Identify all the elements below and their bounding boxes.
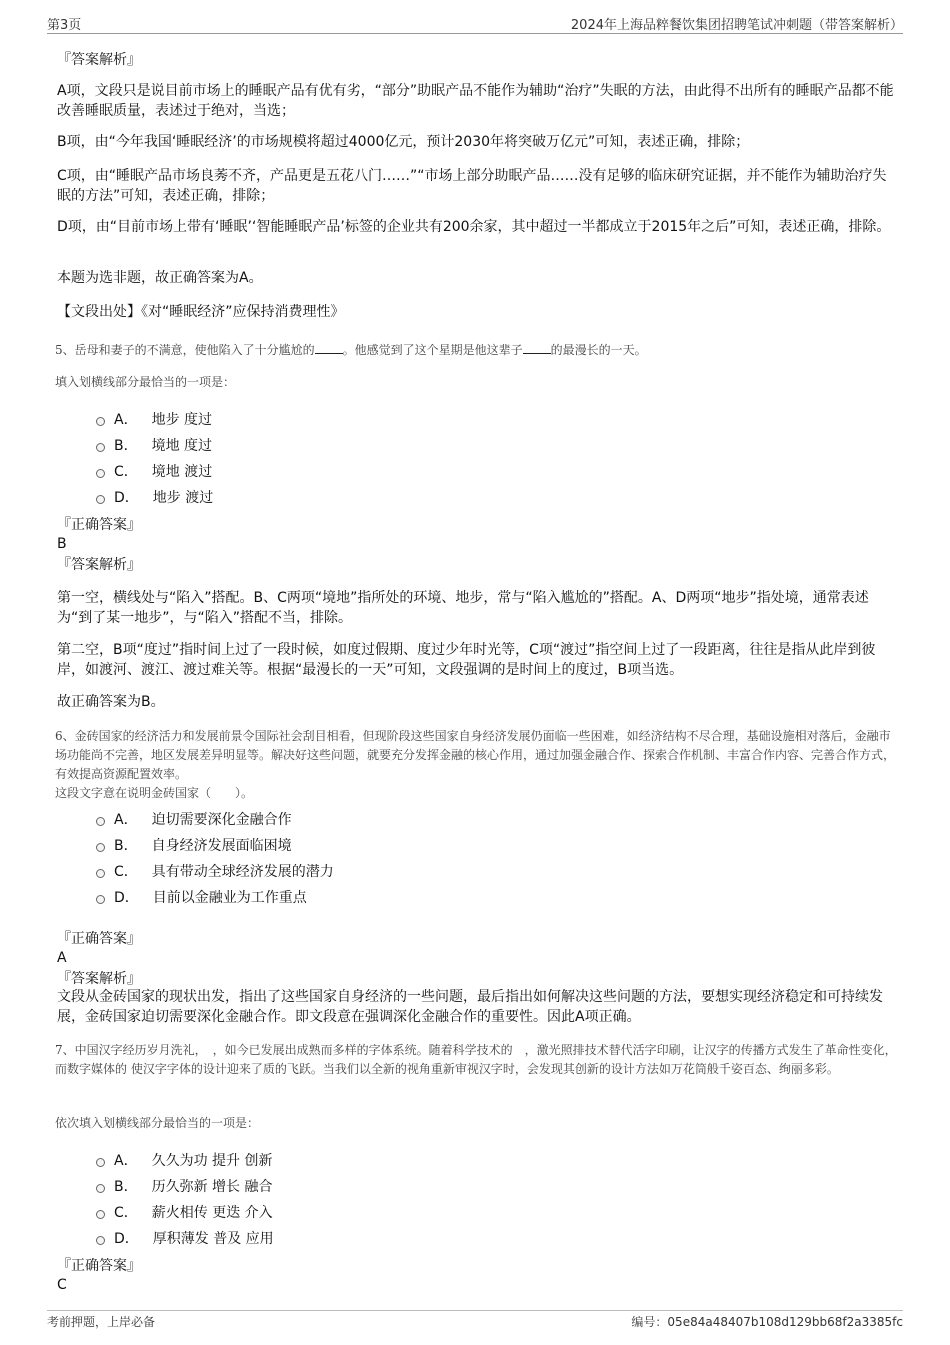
header-divider xyxy=(47,33,903,34)
question-5-stem xyxy=(55,341,900,360)
q6-option-b[interactable]: B． 自身经济发展面临困境 xyxy=(96,834,292,856)
question-6-stem: 6、金砖国家的经济活力和发展前景令国际社会刮目相看，但现阶段这些国家自身经济发展仍面临一些困难，如经济结构不尽合理，基础设施相对落后，金融市场功能尚不完善，地区发展差异明显等。解决好这些问题，就要充分发挥金融的核心作用，通过加强金融合作、探索合作机制、丰富合作内容、完善合作方式，有效提高资源配置效率。 xyxy=(55,729,896,781)
radio-icon[interactable] xyxy=(96,817,105,826)
radio-icon[interactable] xyxy=(96,495,105,504)
question-7-prompt: 依次填入划横线部分最恰当的一项是： xyxy=(55,1116,260,1130)
q7-option-a[interactable]: A． 久久为功 提升 创新 xyxy=(96,1149,272,1171)
q6-option-c[interactable]: C． 具有带动全球经济发展的潜力 xyxy=(96,860,334,882)
radio-icon[interactable] xyxy=(96,1158,105,1167)
explain-conclusion: 本题为选非题，故正确答案为A。 xyxy=(57,270,263,286)
q7-answer: C xyxy=(57,1277,67,1293)
q5-option-c[interactable]: C． 境地 渡过 xyxy=(96,460,212,482)
question-5-prompt: 填入划横线部分最恰当的一项是： xyxy=(55,375,236,389)
radio-icon[interactable] xyxy=(96,1184,105,1193)
q5-option-d[interactable]: D． 地步 渡过 xyxy=(96,486,213,508)
q6-option-a[interactable]: A． 迫切需要深化金融合作 xyxy=(96,808,292,830)
passage-source: 【文段出处】《对“睡眠经济”应保持消费理性》 xyxy=(57,304,345,320)
q6-explain: 文段从金砖国家的现状出发，指出了这些国家自身经济的一些问题，最后指出如何解决这些问题的方法，要想实现经济稳定和可持续发展，金砖国家迫切需要深化金融合作。即文段意在强调深化金融合作的重要性。因此A项正确。 xyxy=(57,989,883,1025)
q5-answer-heading: 『正确答案』 xyxy=(57,517,141,533)
radio-icon[interactable] xyxy=(96,443,105,452)
footer-divider xyxy=(47,1310,903,1311)
radio-icon[interactable] xyxy=(96,469,105,478)
explain-option-d: D项，由“目前市场上带有‘睡眠’‘智能睡眠产品’标签的企业共有200余家，其中超过一半都成立于2015年之后”可知，表述正确，排除。 xyxy=(57,219,891,235)
q6-answer-heading: 『正确答案』 xyxy=(57,931,141,947)
explain-option-a: A项，文段只是说目前市场上的睡眠产品有优有劣，“部分”助眠产品不能作为辅助“治疗”失眠的方法，由此得不出所有的睡眠产品都不能改善睡眠质量，表述过于绝对，当选； xyxy=(57,83,894,119)
question-7-stem: 7、中国汉字经历岁月洗礼， ，如今已发展出成熟而多样的字体系统。随着科学技术的 ，激光照排技术替代活字印刷，让汉字的传播方式发生了革命性变化，而数字媒体的 使汉字字体的设计迎来了质的飞跃。当我们以全新的视角重新审视汉字时，会发现其创新的设计方法如万花筒般千姿百态、绚丽多彩。 xyxy=(55,1043,897,1076)
q6-option-d[interactable]: D． 目前以金融业为工作重点 xyxy=(96,886,307,908)
q5-explain-3: 故正确答案为B。 xyxy=(57,694,165,710)
q5-explain-heading: 『答案解析』 xyxy=(57,557,141,573)
q5-option-b[interactable]: B． 境地 度过 xyxy=(96,434,212,456)
q5-blank-1 xyxy=(315,341,343,354)
document-code: 编号：05e84a48407b108d129bb68f2a3385fc xyxy=(631,1315,903,1329)
q5-stem-part2: 。他感觉到了这个星期是他这辈子 xyxy=(342,343,523,357)
explain-heading: 『答案解析』 xyxy=(57,52,141,68)
radio-icon[interactable] xyxy=(96,1210,105,1219)
radio-icon[interactable] xyxy=(96,1236,105,1245)
q7-option-b[interactable]: B． 历久弥新 增长 融合 xyxy=(96,1175,273,1197)
question-6-prompt: 这段文字意在说明金砖国家（ ）。 xyxy=(55,786,254,800)
q5-explain-1: 第一空，横线处与“陷入”搭配。B、C两项“境地”指所处的环境、地步，常与“陷入尴尬的”搭配。A、D两项“地步”指处境，通常表述为“到了某一地步”，与“陷入”搭配不当，排除。 xyxy=(57,590,869,626)
q6-answer: A xyxy=(57,950,67,966)
q7-option-d[interactable]: D． 厚积薄发 普及 应用 xyxy=(96,1227,274,1249)
radio-icon[interactable] xyxy=(96,417,105,426)
page-number: 第3页 xyxy=(47,18,82,33)
q7-answer-heading: 『正确答案』 xyxy=(57,1258,141,1274)
radio-icon[interactable] xyxy=(96,843,105,852)
q5-stem-part3: 的最漫长的一天。 xyxy=(550,343,647,357)
radio-icon[interactable] xyxy=(96,869,105,878)
document-title: 2024年上海品粹餐饮集团招聘笔试冲刺题（带答案解析） xyxy=(570,18,903,33)
q5-explain-2: 第二空，B项“度过”指时间上过了一段时候，如度过假期、度过少年时光等，C项“渡过”指空间上过了一段距离，往往是指从此岸到彼岸，如渡河、渡江、渡过难关等。根据“最漫长的一天”可知，文段强调的是时间上的度过，B项当选。 xyxy=(57,642,876,678)
q7-option-c[interactable]: C． 薪火相传 更迭 介入 xyxy=(96,1201,273,1223)
q5-blank-2 xyxy=(523,341,551,354)
radio-icon[interactable] xyxy=(96,895,105,904)
q5-stem-part1: 5、岳母和妻子的不满意，使他陷入了十分尴尬的 xyxy=(55,343,315,357)
q5-answer: B xyxy=(57,536,67,552)
explain-option-c: C项，由“睡眠产品市场良莠不齐，产品更是五花八门……”“市场上部分助眠产品……没有足够的临床研究证据，并不能作为辅助治疗失眠的方法”可知，表述正确，排除； xyxy=(57,168,887,204)
q6-explain-heading: 『答案解析』 xyxy=(57,971,141,987)
footer-slogan: 考前押题，上岸必备 xyxy=(47,1315,156,1329)
q5-option-a[interactable]: A． 地步 度过 xyxy=(96,408,212,430)
explain-option-b: B项，由“今年我国‘睡眠经济’的市场规模将超过4000亿元，预计2030年将突破万亿元”可知，表述正确，排除； xyxy=(57,134,750,150)
